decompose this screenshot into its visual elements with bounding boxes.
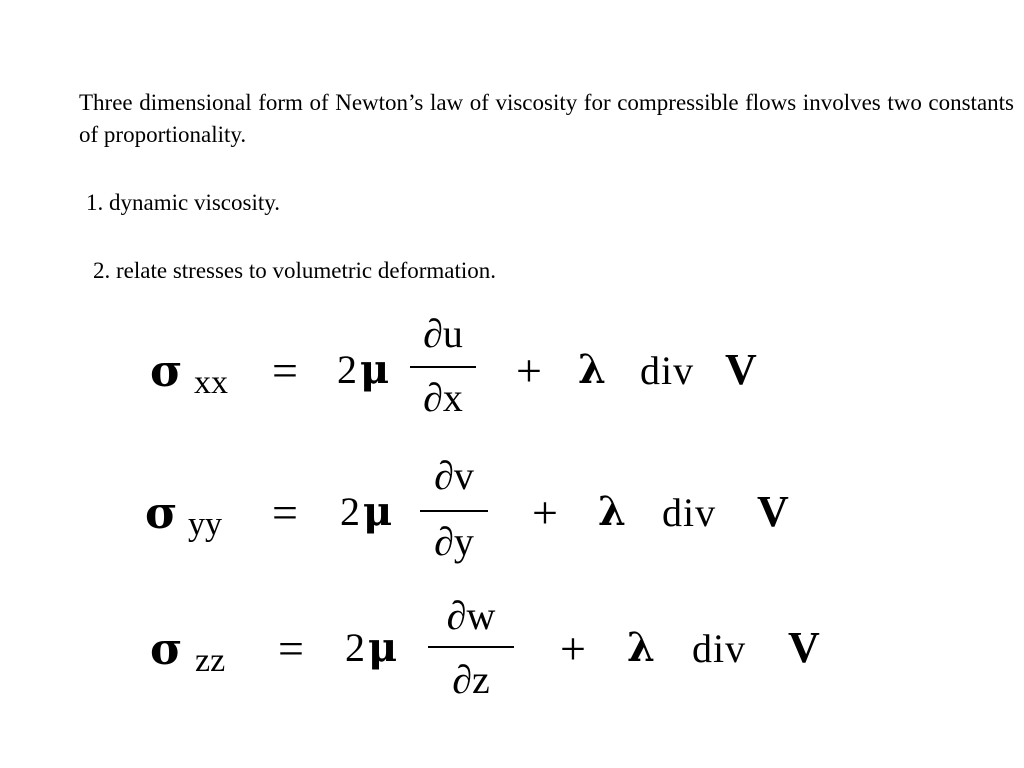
fraction-bar (410, 366, 476, 368)
velocity-vector: V (757, 487, 789, 536)
equation-sigma-xx (0, 310, 1024, 430)
sigma-symbol: σ (145, 488, 178, 539)
stress-subscript: yy (188, 506, 222, 543)
divergence-operator: div (662, 490, 717, 535)
fraction-numerator: ∂u (423, 311, 463, 356)
plus-sign: + (560, 623, 586, 674)
lambda-symbol: λ (598, 488, 627, 535)
fraction-numerator: ∂w (446, 593, 496, 638)
fraction-bar (420, 510, 488, 512)
mu-symbol: μ (363, 488, 393, 535)
velocity-vector: V (788, 623, 820, 672)
equals-sign: = (272, 345, 298, 396)
list-item-volumetric-deformation: 2. relate stresses to volumetric deformation. (93, 258, 497, 283)
plus-sign: + (532, 487, 558, 538)
lambda-symbol: λ (627, 624, 656, 671)
sigma-symbol: σ (150, 346, 183, 397)
sigma-symbol: σ (150, 624, 183, 675)
stress-subscript: zz (195, 642, 226, 679)
intro-paragraph: Three dimensional form of Newton’s law of viscosity for compressible flows involves two constants of proportionality. (79, 90, 1014, 147)
list-item-dynamic-viscosity: 1. dynamic viscosity. (86, 190, 280, 215)
velocity-vector: V (725, 345, 757, 394)
equals-sign: = (278, 623, 304, 674)
coefficient-two: 2 (345, 625, 365, 670)
stress-subscript: xx (194, 364, 228, 401)
fraction-bar (428, 646, 514, 648)
fraction-denominator: ∂y (434, 519, 474, 564)
coefficient-two: 2 (340, 489, 360, 534)
lambda-symbol: λ (578, 346, 607, 393)
fraction-numerator: ∂v (434, 453, 474, 498)
plus-sign: + (516, 345, 542, 396)
mu-symbol: μ (360, 346, 390, 393)
mu-symbol: μ (368, 624, 398, 671)
equation-sigma-yy (0, 452, 1024, 572)
divergence-operator: div (692, 626, 747, 671)
fraction-denominator: ∂z (452, 657, 490, 702)
fraction-denominator: ∂x (423, 375, 463, 420)
equals-sign: = (272, 487, 298, 538)
coefficient-two: 2 (337, 347, 357, 392)
divergence-operator: div (640, 348, 695, 393)
equation-sigma-zz (0, 590, 1024, 710)
